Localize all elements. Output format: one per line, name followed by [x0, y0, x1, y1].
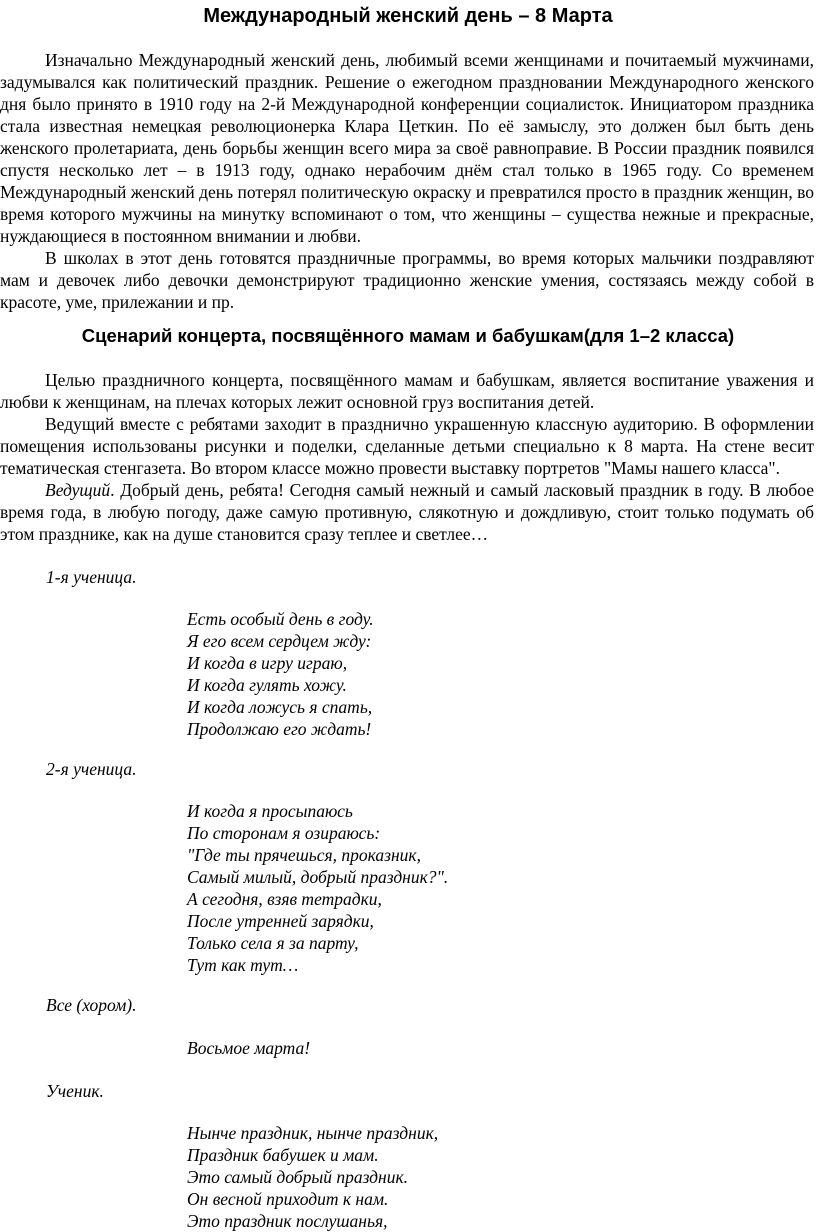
- verse-line: И когда гулять хожу.: [187, 675, 347, 695]
- scenario-paragraph-2: Ведущий вместе с ребятами заходит в празднично украшенную классную аудиторию. В оформлении помещения использованы рисунки и поделки, сделанные детьми специально к 8 марта. На стене весит тематическая стенгазета. Во втором классе можно провести выставку портретов "Мамы нашего класса".: [0, 414, 814, 478]
- intro-paragraph-2: В школах в этот день готовятся праздничные программы, во время которых мальчики поздравляют мам и девочек либо девочки демонстрируют традиционно женские умения, состязаясь между собой в красоте, уме, прилежании и пр.: [0, 248, 814, 312]
- verse-4: [187, 1122, 438, 1232]
- host-speech: . Добрый день, ребята! Сегодня самый нежный и самый ласковый праздник в году. В любое время года, в любую погоду, даже самую противную, слякотную и дождливую, стоит только подумать об этом празднике, как на душе становится сразу теплее и светлее…: [0, 480, 814, 544]
- speaker-student-1: 1-я ученица.: [46, 567, 137, 587]
- verse-line: А сегодня, взяв тетрадки,: [187, 889, 382, 909]
- verse-line: По сторонам я озираюсь:: [187, 823, 381, 843]
- verse-line: Тут как тут…: [187, 955, 299, 975]
- verse-line: Он весной приходит к нам.: [187, 1189, 389, 1209]
- verse-line: Есть особый день в году.: [187, 609, 374, 629]
- verse-line: И когда ложусь я спать,: [187, 697, 373, 717]
- speaker-student-2: 2-я ученица.: [46, 759, 137, 779]
- scenario-paragraph-1: Целью праздничного концерта, посвящённого мамам и бабушкам, является воспитание уважения и любви к женщинам, на плечах которых лежит основной груз воспитания детей.: [0, 370, 814, 412]
- verse-line: Самый милый, добрый праздник?".: [187, 867, 449, 887]
- page-title: Международный женский день – 8 Марта: [203, 5, 613, 27]
- verse-line: Это самый добрый праздник.: [187, 1167, 409, 1187]
- verse-2: [187, 800, 448, 976]
- verse-line: Продолжаю его ждать!: [187, 719, 372, 739]
- verse-line: Я его всем сердцем жду:: [187, 631, 372, 651]
- scenario-section: [0, 369, 814, 545]
- host-label: Ведущий: [45, 480, 111, 500]
- verse-line: Праздник бабушек и мам.: [187, 1145, 379, 1165]
- verse-1: [187, 608, 374, 740]
- verse-line: И когда я просыпаюсь: [187, 801, 353, 821]
- verse-line: "Где ты прячешься, проказник,: [187, 845, 421, 865]
- verse-line: После утренней зарядки,: [187, 911, 374, 931]
- verse-line: Только села я за парту,: [187, 933, 359, 953]
- scenario-paragraph-3: [0, 479, 814, 545]
- verse-line: Нынче праздник, нынче праздник,: [187, 1123, 439, 1143]
- scenario-title: Сценарий концерта, посвящённого мамам и бабушкам(для 1–2 класса): [81, 325, 735, 346]
- verse-3: [187, 1037, 310, 1059]
- verse-line: Восьмое марта!: [187, 1038, 311, 1058]
- verse-line: Это праздник послушанья,: [187, 1211, 388, 1231]
- intro-paragraph-1: Изначально Международный женский день, любимый всеми женщинами и почитаемый мужчинами, задумывался как политический праздник. Решение о ежегодном праздновании Международного женского дня было принято в 1910 году на 2-й Международной конференции социалисток. Инициатором праздника стала известная немецкая революционерка Клара Цеткин. По её замыслу, это должен был быть день женского пролетариата, день борьбы женщин всего мира за своё равноправие. В России праздник появился спустя несколько лет – в 1913 году, однако нерабочим днём стал только в 1965 году. Со временем Международный женский день потерял политическую окраску и превратился просто в праздник женщин, во время которого мужчины на минутку вспоминают о том, что женщины – существа нежные и прекрасные, нуждающиеся в постоянном внимании и любви.: [0, 50, 814, 246]
- intro-section: [0, 49, 814, 313]
- speaker-pupil: Ученик.: [46, 1081, 104, 1101]
- speaker-chorus: Все (хором).: [46, 995, 137, 1015]
- verse-line: И когда в игру играю,: [187, 653, 348, 673]
